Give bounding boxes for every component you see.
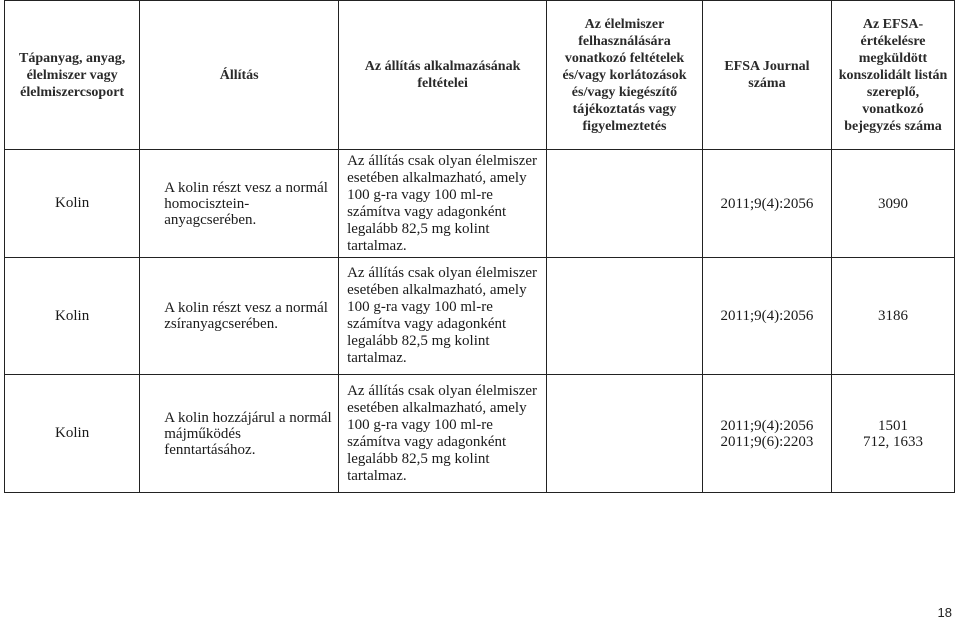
cell-claim: A kolin hozzájárul a normál májműködés fenntartásához.: [140, 375, 339, 493]
cell-restrictions: [547, 150, 703, 258]
table-row: [5, 258, 955, 375]
cell-claim: A kolin részt vesz a normál zsíranyagcserében.: [140, 258, 339, 375]
header-journal: EFSA Journal száma: [702, 1, 831, 150]
journal-ref: 2011;9(4):2056: [720, 417, 814, 434]
reference-number: 3090: [878, 195, 908, 212]
journal-ref: 2011;9(6):2203: [720, 433, 814, 450]
cell-nutrient: Kolin: [5, 375, 140, 493]
cell-reference: [832, 375, 955, 493]
cell-restrictions: [547, 375, 703, 493]
cell-conditions: Az állítás csak olyan élelmiszer esetében alkalmazható, amely 100 g-ra vagy 100 ml-re számítva vagy adagonként legalább 82,5 mg kolint tartalmaz.: [339, 150, 547, 258]
reference-number: 1501: [878, 417, 908, 434]
cell-journal: [702, 150, 831, 258]
cell-restrictions: [547, 258, 703, 375]
journal-ref: 2011;9(4):2056: [720, 308, 814, 324]
reference-number: 712, 1633: [863, 433, 923, 450]
reference-number: 3186: [878, 308, 908, 324]
cell-conditions: Az állítás csak olyan élelmiszer esetében alkalmazható, amely 100 g-ra vagy 100 ml-re számítva vagy adagonként legalább 82,5 mg kolint tartalmaz.: [339, 258, 547, 375]
cell-reference: [832, 150, 955, 258]
cell-reference: [832, 258, 955, 375]
table-row: [5, 150, 955, 258]
health-claims-table: [4, 0, 955, 493]
header-row: [5, 1, 955, 150]
page-number: 18: [937, 605, 952, 620]
cell-conditions: Az állítás csak olyan élelmiszer esetében alkalmazható, amely 100 g-ra vagy 100 ml-re számítva vagy adagonként legalább 82,5 mg kolint tartalmaz.: [339, 375, 547, 493]
header-conditions: Az állítás alkalmazásának feltételei: [339, 1, 547, 150]
cell-journal: [702, 375, 831, 493]
journal-ref: 2011;9(4):2056: [720, 195, 814, 212]
cell-nutrient: Kolin: [5, 150, 140, 258]
header-restrictions: Az élelmiszer felhasználására vonatkozó feltételek és/vagy korlátozások és/vagy kiegészítő tájékoztatás vagy figyelmeztetés: [547, 1, 703, 150]
header-claim: Állítás: [140, 1, 339, 150]
cell-journal: [702, 258, 831, 375]
table-row: [5, 375, 955, 493]
cell-claim: A kolin részt vesz a normál homocisztein-anyagcserében.: [140, 150, 339, 258]
header-nutrient: Tápanyag, anyag, élelmiszer vagy élelmiszercsoport: [5, 1, 140, 150]
header-reference: Az EFSA-értékelésre megküldött konszolidált listán szereplő, vonatkozó bejegyzés száma: [832, 1, 955, 150]
cell-nutrient: Kolin: [5, 258, 140, 375]
